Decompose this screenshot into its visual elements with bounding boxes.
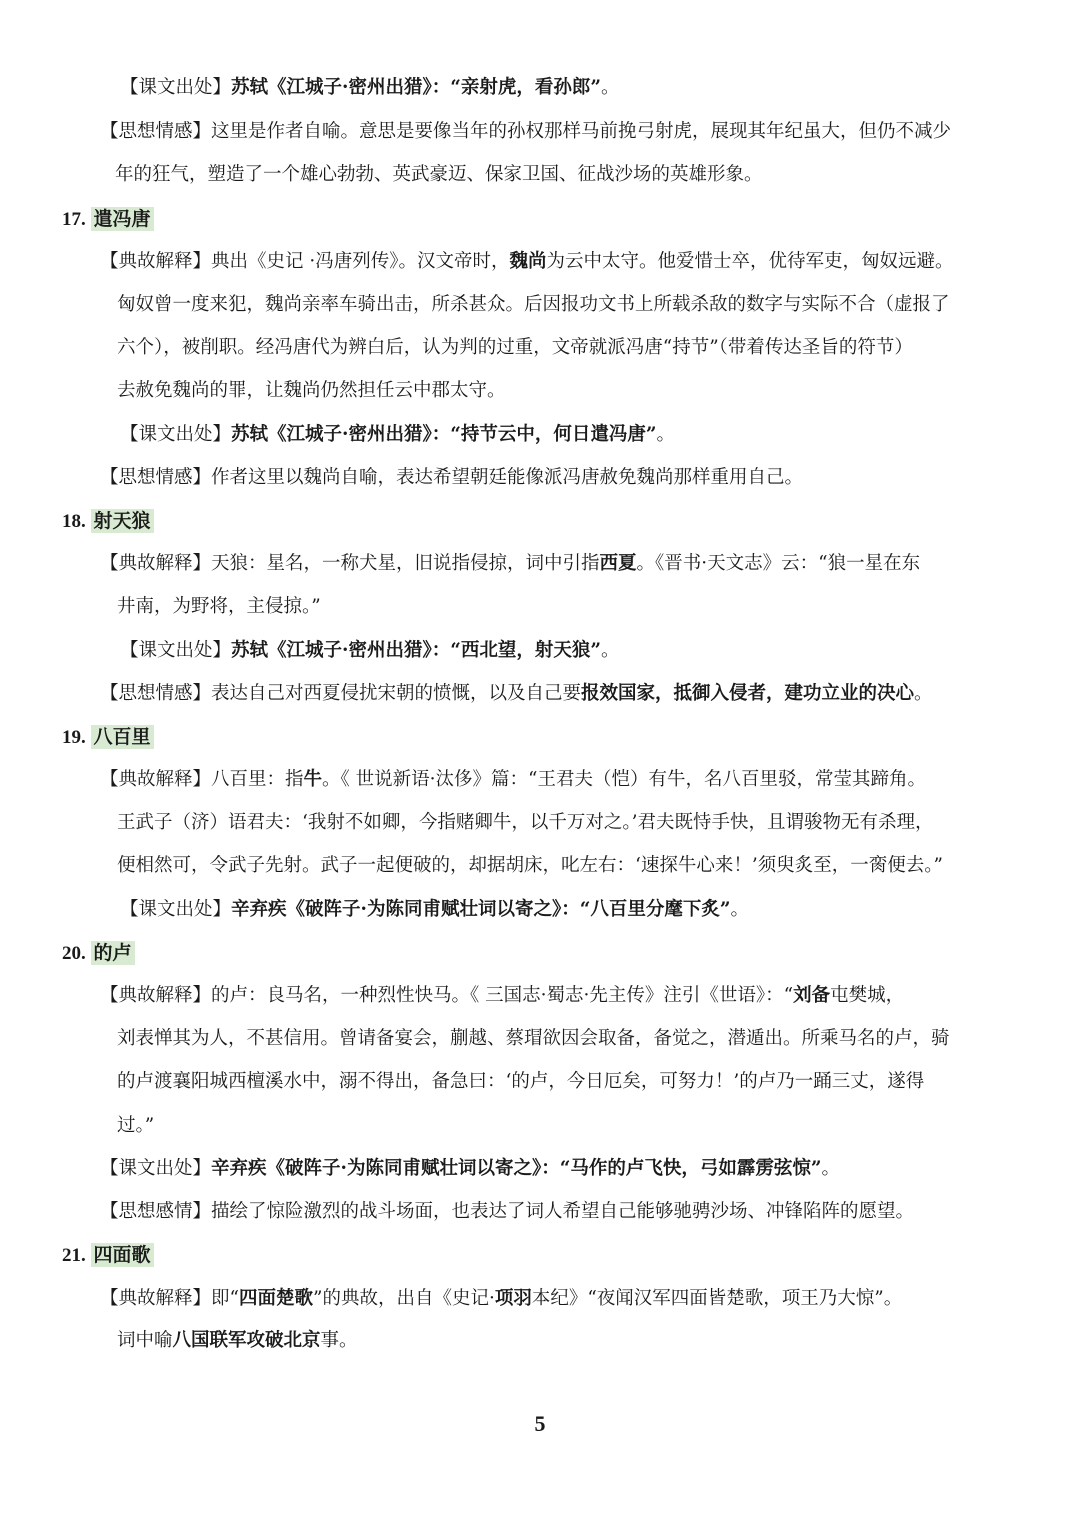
bold-text: 刘备 xyxy=(793,985,831,1006)
text: 的卢渡襄阳城西檀溪水中，溺不得出，备急曰：‘的卢，今日厄矣，可努力！’的卢乃一踊三丈，遂得 xyxy=(117,1071,925,1092)
text: 【典故解释】八百里：指 xyxy=(100,769,304,790)
text: 。 xyxy=(601,640,620,661)
text: 【思想情感】这里是作者自喻。意思是要像当年的孙权那样马前挽弓射虎，展现其年纪虽大，但仍不减少 xyxy=(100,121,952,142)
bold-text: 八国联军攻破北京 xyxy=(172,1330,321,1351)
text-line xyxy=(100,766,926,794)
text: 便相然可，令武子先射。武子一起便破的，却据胡床，叱左右：‘速探牛心来！’须臾炙至，一脔便去。” xyxy=(117,855,943,876)
text-line xyxy=(117,1068,924,1096)
text-line xyxy=(115,161,763,189)
text: 年的狂气，塑造了一个雄心勃勃、英武豪迈、保家卫国、征战沙场的英雄形象。 xyxy=(115,164,763,185)
text: 王武子（济）语君夫：‘我射不如卿，今指赌卿牛，以千万对之。’君夫既恃手快，且谓骏物无有杀理， xyxy=(117,812,934,833)
text: 【思想情感】表达自己对西夏侵扰宋朝的愤慨，以及自己要 xyxy=(100,683,582,704)
section-number: 17. xyxy=(62,209,91,230)
bold-text: 辛弃疾《破阵子·为陈同甫赋壮词以寄之》：“马作的卢飞快，弓如霹雳弦惊” xyxy=(211,1158,822,1179)
section-title: 八百里 xyxy=(91,725,154,749)
section-title: 四面歌 xyxy=(91,1243,154,1267)
section-heading xyxy=(62,1241,154,1270)
text-line xyxy=(120,637,620,665)
text: 屯樊城， xyxy=(830,985,905,1006)
bold-text: 苏轼《江城子·密州出猎》：“持节云中，何日遣冯唐” xyxy=(231,424,657,445)
bold-text: 项羽 xyxy=(494,1288,532,1309)
text: 事。 xyxy=(320,1330,358,1351)
text-line xyxy=(120,421,675,449)
bold-text: 牛 xyxy=(303,769,323,790)
text-line xyxy=(120,74,620,102)
section-heading xyxy=(62,723,154,752)
text: 【课文出处】 xyxy=(120,424,232,445)
text: 词中喻 xyxy=(117,1330,173,1351)
text-line xyxy=(100,464,803,492)
text-line xyxy=(100,1198,914,1226)
text: 。《晋书·天文志》云：“狼一星在东 xyxy=(636,553,921,574)
text: 。 xyxy=(914,683,933,704)
text: 【课文出处】 xyxy=(120,899,232,920)
text-line xyxy=(117,593,321,621)
bold-text: 魏尚 xyxy=(509,251,547,272)
text-line xyxy=(100,118,951,146)
text-line xyxy=(117,809,934,837)
text: 。 xyxy=(656,424,676,445)
text-line xyxy=(100,550,920,578)
text: 。《 世说新语·汰侈》篇：“王君夫（恺）有牛，名八百里驳，常莹其蹄角。 xyxy=(322,769,927,790)
section-heading xyxy=(62,205,154,234)
bold-text: 四面楚歌 xyxy=(238,1288,313,1309)
section-number: 21. xyxy=(62,1245,91,1266)
text: 【典故解释】即“ xyxy=(100,1288,239,1309)
text: 【典故解释】天狼：星名，一称犬星，旧说指侵掠，词中引指 xyxy=(100,553,600,574)
text-line xyxy=(120,896,749,924)
section-title: 射天狼 xyxy=(91,509,154,533)
text: 井南，为野将，主侵掠。” xyxy=(117,596,321,617)
text-line xyxy=(100,1285,902,1313)
text-line xyxy=(100,982,904,1010)
text: 。 xyxy=(730,899,750,920)
text: 刘表惮其为人，不甚信用。曾请备宴会，蒯越、蔡瑁欲因会取备，备觉之，潜遁出。所乘马名的卢，骑 xyxy=(117,1028,950,1049)
text-line xyxy=(117,1327,358,1355)
text: 匈奴曾一度来犯，魏尚亲率车骑出击，所杀甚众。后因报功文书上所载杀敌的数字与实际不合（虚报了 xyxy=(117,294,950,315)
text: 【课文出处】 xyxy=(100,1158,212,1179)
section-heading xyxy=(62,939,135,968)
bold-text: 报效国家，抵御入侵者，建功立业的决心 xyxy=(581,683,915,704)
text-line xyxy=(117,334,913,362)
text: 【思想情感】作者这里以魏尚自喻，表达希望朝廷能像派冯唐赦免魏尚那样重用自己。 xyxy=(100,467,804,488)
text: 本纪》“夜闻汉军四面皆楚歌，项王乃大惊”。 xyxy=(531,1288,903,1309)
section-number: 20. xyxy=(62,943,91,964)
text: 。 xyxy=(821,1158,841,1179)
section-number: 18. xyxy=(62,511,91,532)
section-title: 的卢 xyxy=(91,941,135,965)
text-line xyxy=(117,377,506,405)
page-number: 5 xyxy=(534,1411,546,1436)
text-line xyxy=(100,680,933,708)
text: 六个），被削职。经冯唐代为辨白后，认为判的过重，文帝就派冯唐“持节”（带着传达圣旨的符节） xyxy=(117,337,913,358)
section-number: 19. xyxy=(62,727,91,748)
text-line xyxy=(117,291,950,319)
text: 去赦免魏尚的罪，让魏尚仍然担任云中郡太守。 xyxy=(117,380,506,401)
section-heading xyxy=(62,507,154,536)
text: 过。” xyxy=(117,1115,155,1136)
bold-text: 苏轼《江城子·密州出猎》：“西北望，射天狼” xyxy=(231,640,601,661)
section-title: 遣冯唐 xyxy=(91,207,154,231)
text: 【思想感情】描绘了惊险激烈的战斗场面，也表达了词人希望自己能够驰骋沙场、冲锋陷阵的愿望。 xyxy=(100,1201,915,1222)
text: 【典故解释】的卢：良马名，一种烈性快马。《 三国志·蜀志·先主传》注引《世语》：“ xyxy=(100,985,794,1006)
text: 为云中太守。他爱惜士卒，优待军吏，匈奴远避。 xyxy=(546,251,954,272)
text: 【课文出处】 xyxy=(120,77,232,98)
bold-text: 西夏 xyxy=(599,553,637,574)
text-line xyxy=(117,1025,950,1053)
bold-text: 苏轼《江城子·密州出猎》：“亲射虎，看孙郎” xyxy=(231,77,601,98)
text-line xyxy=(117,1112,154,1140)
text-line xyxy=(100,248,954,276)
text: 【典故解释】典出《史记 ·冯唐列传》。汉文帝时， xyxy=(100,251,510,272)
text: 【课文出处】 xyxy=(120,640,232,661)
text: 。 xyxy=(601,77,620,98)
text-line xyxy=(117,852,943,880)
bold-text: 辛弃疾《破阵子·为陈同甫赋壮词以寄之》：“八百里分麾下炙” xyxy=(231,899,731,920)
text-line xyxy=(100,1155,840,1183)
text: ”的典故，出自《史记· xyxy=(312,1288,495,1309)
